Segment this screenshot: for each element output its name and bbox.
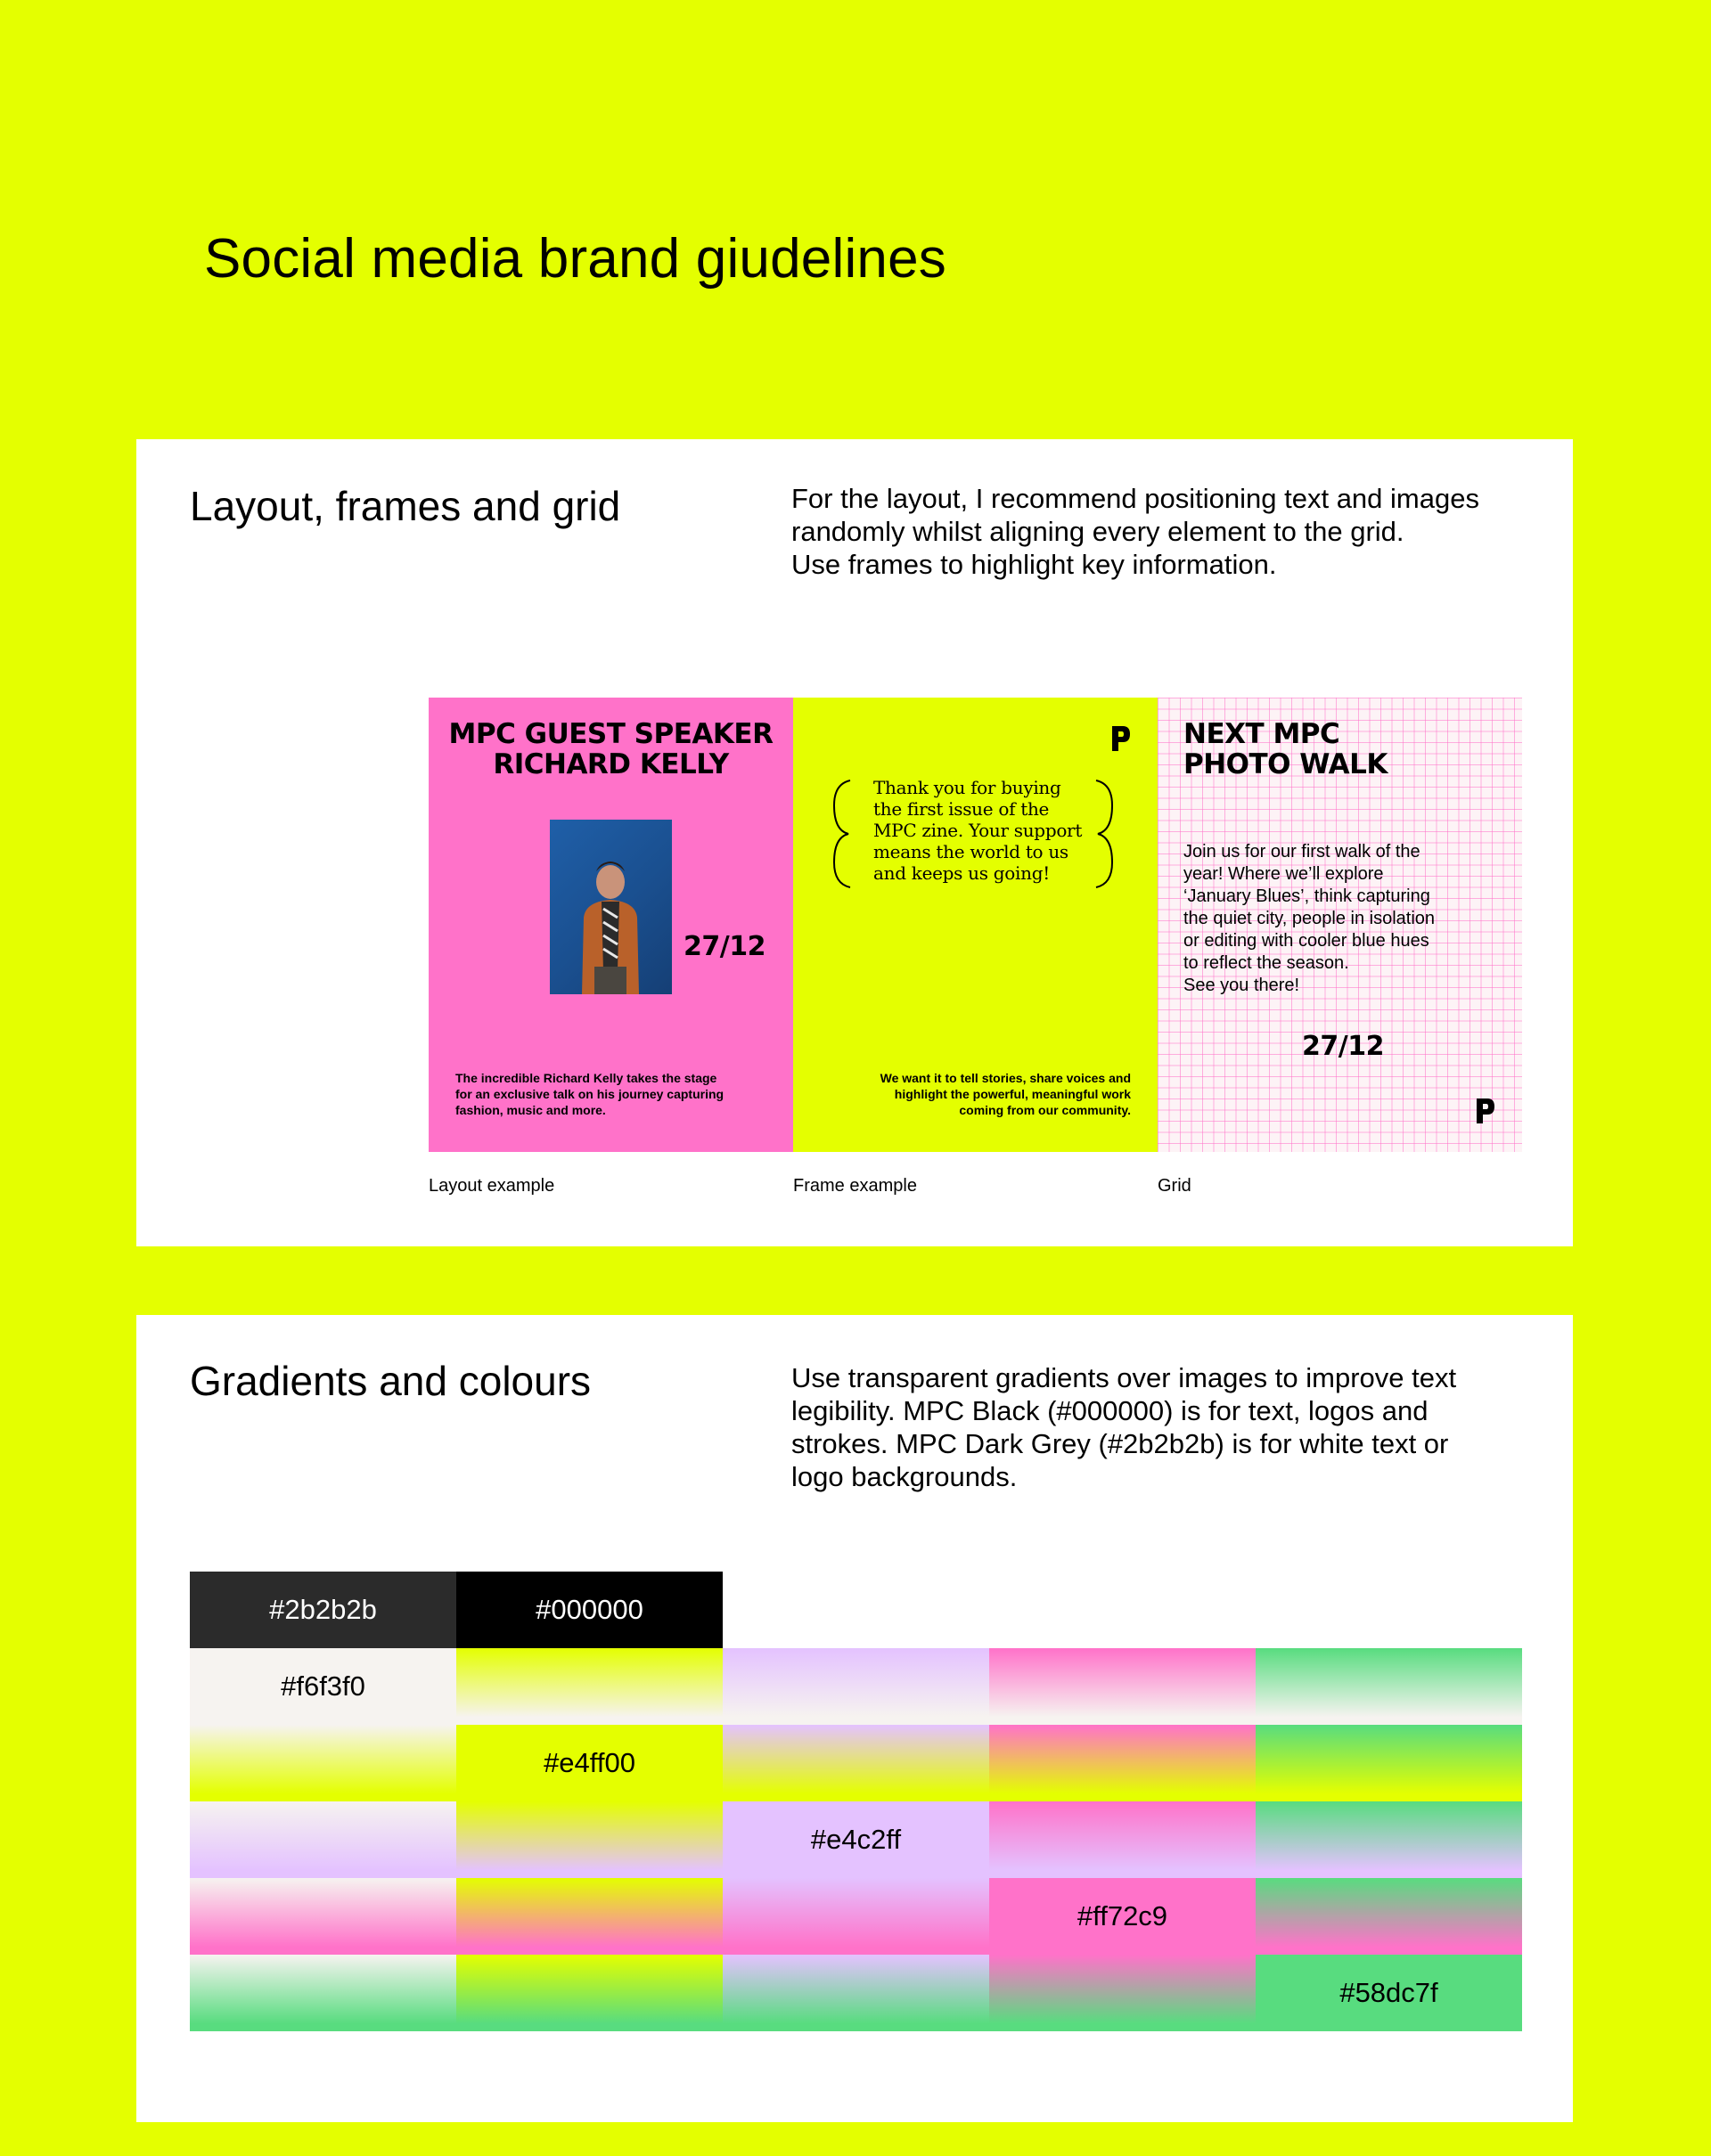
photo-walk-heading-line: PHOTO WALK: [1183, 748, 1388, 780]
description-line: Use transparent gradients over images to improve text: [791, 1362, 1457, 1393]
gradient-swatch: [456, 1648, 723, 1725]
swatch-black: [456, 1572, 723, 1648]
swatch-58dc7f: [1256, 1955, 1522, 2031]
photo-walk-body: [1183, 841, 1504, 997]
frame-example-panel: [793, 698, 1158, 1152]
frame-quote: [873, 777, 1096, 884]
quote-line: and keeps us going!: [873, 862, 1050, 884]
description-line: Use frames to highlight key information.: [791, 549, 1277, 580]
swatch-label: #58dc7f: [1339, 1977, 1438, 2008]
quote-line: means the world to us: [873, 841, 1068, 862]
colour-swatch-grid: [190, 1572, 1521, 2028]
photo-walk-heading: [1183, 719, 1388, 780]
gradient-swatch: [1256, 1801, 1522, 1878]
quote-line: the first issue of the: [873, 798, 1050, 820]
speaker-body-text: [455, 1070, 724, 1118]
speaker-heading-line: MPC GUEST SPEAKER: [448, 718, 774, 750]
frame-body-line: highlight the powerful, meaningful work: [894, 1087, 1131, 1101]
description-line: legibility. MPC Black (#000000) is for text, logos and: [791, 1395, 1429, 1426]
gradient-swatch: [1256, 1878, 1522, 1955]
swatch-label: #e4c2ff: [810, 1824, 902, 1855]
layout-example-caption: Layout example: [429, 1176, 555, 1196]
swatch-ff72c9: [989, 1878, 1256, 1955]
gradient-swatch: [723, 1878, 989, 1955]
speaker-body-line: The incredible Richard Kelly takes the stage: [455, 1071, 717, 1085]
speaker-photo: [550, 820, 672, 994]
swatch-dark-grey: [190, 1572, 456, 1648]
frame-body-text: [880, 1070, 1131, 1118]
section-title: Layout, frames and grid: [190, 483, 621, 529]
section-description: [791, 482, 1522, 581]
description-line: randomly whilst aligning every element to the grid.: [791, 516, 1404, 547]
grid-caption: Grid: [1158, 1176, 1191, 1196]
swatch-f6f3f0: [190, 1648, 456, 1725]
description-line: logo backgrounds.: [791, 1461, 1018, 1492]
swatch-label: #e4ff00: [544, 1747, 635, 1778]
photo-walk-line: ‘January Blues’, think capturing: [1183, 886, 1430, 906]
gradient-swatch: [190, 1878, 456, 1955]
mpc-logo-icon: [1475, 1097, 1496, 1125]
example-panels: [429, 698, 1522, 1152]
frame-body-line: We want it to tell stories, share voices and: [880, 1071, 1131, 1085]
swatch-label: #ff72c9: [1077, 1900, 1168, 1931]
layout-example-panel: [429, 698, 793, 1152]
swatch-e4c2ff: [723, 1801, 989, 1878]
event-date: 27/12: [684, 931, 765, 962]
layout-frames-grid-card: [136, 439, 1573, 1246]
swatch-label: #2b2b2b: [269, 1594, 377, 1625]
gradient-swatch: [456, 1955, 723, 2031]
frame-body-line: coming from our community.: [959, 1103, 1131, 1117]
quote-line: MPC zine. Your support: [873, 820, 1083, 841]
photo-walk-line: Join us for our first walk of the: [1183, 842, 1420, 862]
left-brace-icon: [831, 779, 854, 889]
description-line: For the layout, I recommend positioning text and images: [791, 483, 1479, 514]
gradient-swatch: [723, 1725, 989, 1801]
gradient-swatch: [989, 1955, 1256, 2031]
speaker-heading: [429, 719, 793, 780]
photo-walk-heading-line: NEXT MPC: [1183, 718, 1340, 750]
gradients-colours-card: [136, 1315, 1573, 2122]
gradient-swatch: [989, 1801, 1256, 1878]
gradient-swatch: [190, 1955, 456, 2031]
quote-line: Thank you for buying: [873, 777, 1061, 798]
photo-walk-line: year! Where we’ll explore: [1183, 864, 1384, 884]
photo-walk-line: See you there!: [1183, 976, 1300, 995]
gradient-swatch: [989, 1725, 1256, 1801]
gradient-swatch: [1256, 1725, 1522, 1801]
photo-walk-line: to reflect the season.: [1183, 953, 1349, 973]
mpc-logo-icon: [1110, 724, 1132, 753]
section-title: Gradients and colours: [190, 1358, 592, 1404]
gradient-swatch: [723, 1955, 989, 2031]
photo-walk-line: the quiet city, people in isolation: [1183, 909, 1436, 928]
speaker-body-line: for an exclusive talk on his journey capturing: [455, 1087, 725, 1101]
speaker-heading-line: RICHARD KELLY: [493, 748, 729, 780]
page-title: Social media brand giudelines: [204, 228, 946, 290]
swatch-e4ff00: [456, 1725, 723, 1801]
photo-walk-line: or editing with cooler blue hues: [1183, 931, 1429, 951]
photo-walk-date: 27/12: [1302, 1031, 1384, 1062]
gradient-swatch: [456, 1878, 723, 1955]
gradient-swatch: [723, 1648, 989, 1725]
gradient-swatch: [989, 1648, 1256, 1725]
gradient-swatch: [456, 1801, 723, 1878]
gradient-swatch: [190, 1801, 456, 1878]
swatch-label: #000000: [536, 1594, 643, 1625]
description-line: strokes. MPC Dark Grey (#2b2b2b) is for white text or: [791, 1428, 1449, 1459]
section-description: [791, 1361, 1522, 1493]
grid-panel: [1158, 698, 1522, 1152]
frame-example-caption: Frame example: [793, 1176, 917, 1196]
gradient-swatch: [190, 1725, 456, 1801]
gradient-swatch: [1256, 1648, 1522, 1725]
swatch-label: #f6f3f0: [281, 1670, 365, 1702]
speaker-body-line: fashion, music and more.: [455, 1103, 606, 1117]
